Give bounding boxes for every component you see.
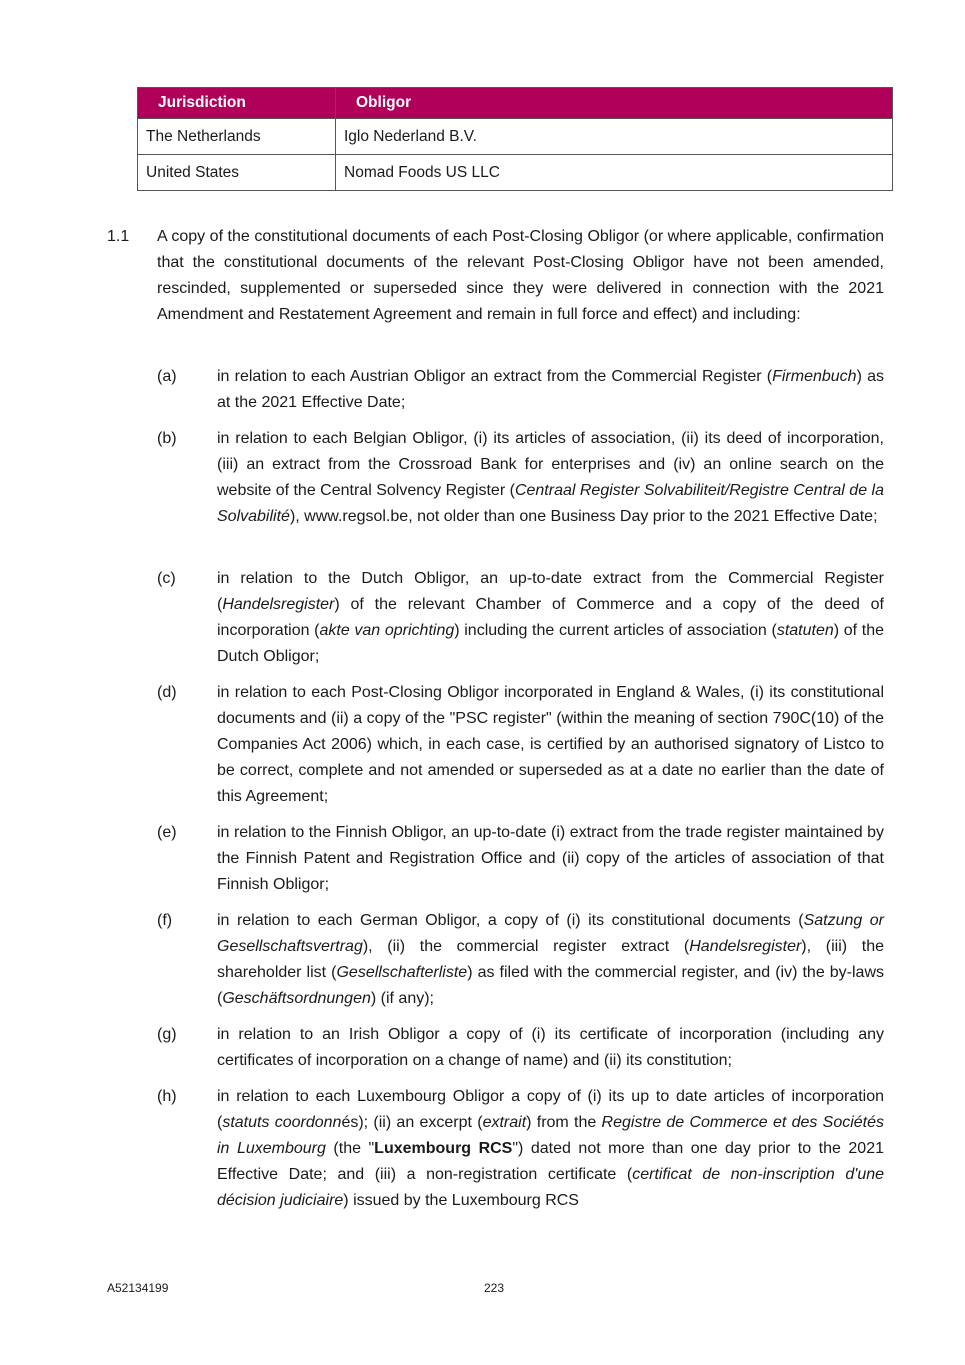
item-text [217, 364, 884, 416]
italic-term: Gesellschafterliste [336, 964, 468, 981]
italic-term: Firmenbuch [772, 368, 857, 385]
italic-term: Handelsregister [689, 938, 802, 955]
item-text [217, 426, 884, 530]
item-text [217, 1022, 884, 1074]
italic-term: Satzung or Gesellschaftsvertrag [217, 912, 884, 955]
item-label: (b) [157, 430, 177, 447]
item-label: (a) [157, 368, 177, 385]
item-label: (c) [157, 570, 176, 587]
text-run: ) from the [526, 1114, 602, 1131]
text-run: ) as filed with the commercial register, and (iv) the by-laws ( [217, 964, 885, 1007]
item-text [217, 566, 884, 670]
table-row [138, 155, 893, 191]
table-row [138, 119, 893, 155]
italic-term: Geschäftsordnungen [222, 990, 371, 1007]
text-run: in relation to an Irish Obligor a copy of (i) its certificate of incorporation (including any certificates of incorporation on a change of name) and (ii) its constitution; [217, 1026, 884, 1069]
text-run: ), (ii) the commercial register extract ( [362, 938, 690, 955]
italic-term: Handelsregister [222, 596, 335, 613]
text-run: ), (iii) the shareholder list ( [217, 938, 885, 981]
text-run: in relation to the Finnish Obligor, an up-to-date (i) extract from the trade register maintained by the Finnish Patent and Registration Office and (ii) copy of the articles of association of that Finnish Obligor; [217, 824, 884, 893]
text-run: ) issued by the Luxembourg RCS [343, 1192, 579, 1209]
text-run: ) as at the 2021 Effective Date; [217, 368, 885, 411]
defined-term: Luxembourg RCS [374, 1140, 513, 1157]
text-run: ) (if any); [370, 990, 434, 1007]
item-label: (g) [157, 1026, 177, 1043]
table-cell-obligor: Nomad Foods US LLC [336, 155, 893, 191]
clause-text: A copy of the constitutional documents of each Post-Closing Obligor (or where applicable, confirmation that the constitutional documents of the relevant Post-Closing Obligor have not been amended, rescinded, supplemented or superseded since they were delivered in connection with the 2021 Amendment and Restatement Agreement and remain in full force and effect) and including: [157, 228, 884, 323]
text-run: ") dated not more than one day prior to the 2021 Effective Date; and (iii) a non-registration certificate ( [217, 1140, 884, 1183]
text-run: in relation to each German Obligor, a copy of (i) its constitutional documents ( [217, 912, 804, 929]
page-number: 223 [484, 1281, 505, 1295]
item-label: (e) [157, 824, 177, 841]
item-text [217, 908, 884, 1012]
text-run: in relation to each Belgian Obligor, (i) its articles of association, (ii) its deed of incorporation, (iii) an extract from the Crossroad Bank for enterprises and (iv) an online search on the website of the Central Solvency Register ( [217, 430, 884, 499]
table-header-obligor: Obligor [336, 88, 893, 119]
table-header-row [138, 88, 893, 119]
table-header-jurisdiction: Jurisdiction [138, 88, 336, 119]
item-label: (h) [157, 1088, 177, 1105]
text-run: in relation to each Austrian Obligor an extract from the Commercial Register ( [217, 368, 773, 385]
text-run: ) of the Dutch Obligor; [217, 622, 884, 665]
table-cell-jurisdiction: The Netherlands [138, 119, 336, 155]
italic-term: Centraal Register Solvabiliteit/Registre Central de la Solvabilité [217, 482, 885, 525]
text-run: in relation to each Luxembourg Obligor a copy of (i) its up to date articles of incorporation ( [217, 1088, 884, 1131]
text-run: ) including the current articles of association ( [454, 622, 777, 639]
item-text [217, 820, 884, 898]
italic-term: Registre de Commerce et des Sociétés in Luxembourg [217, 1114, 885, 1157]
item-text [217, 680, 884, 810]
italic-term: statuts coordonn [222, 1114, 342, 1131]
italic-term: certificat de non-inscription d'une décision judiciaire [217, 1166, 885, 1209]
text-run: ), www.regsol.be, not older than one Business Day prior to the 2021 Effective Date; [289, 508, 878, 525]
text-run: ) of the relevant Chamber of Commerce and a copy of the deed of incorporation ( [217, 596, 884, 639]
document-reference: A52134199 [107, 1281, 169, 1295]
italic-term: statuten [776, 622, 834, 639]
text-run: in relation to the Dutch Obligor, an up-to-date extract from the Commercial Register ( [217, 570, 884, 613]
clause-number: 1.1 [107, 228, 130, 245]
item-text [217, 1084, 884, 1214]
text-run: in relation to each Post-Closing Obligor incorporated in England & Wales, (i) its constitutional documents and (ii) a copy of the "PSC register" (within the meaning of section 790C(10) of the Companies Act 2006) which, in each case, is certified by an authorised signatory of Listco to be correct, complete and not amended or superseded as at a date no earlier than the date of this Agreement; [217, 684, 884, 805]
table-cell-obligor: Iglo Nederland B.V. [336, 119, 893, 155]
text-run: (the " [325, 1140, 375, 1157]
item-label: (d) [157, 684, 177, 701]
obligor-table [137, 87, 893, 191]
italic-term: extrait [482, 1114, 527, 1131]
item-label: (f) [157, 912, 173, 929]
table-cell-jurisdiction: United States [138, 155, 336, 191]
text-run: és); (ii) an excerpt ( [341, 1114, 483, 1131]
italic-term: akte van oprichting [319, 622, 455, 639]
